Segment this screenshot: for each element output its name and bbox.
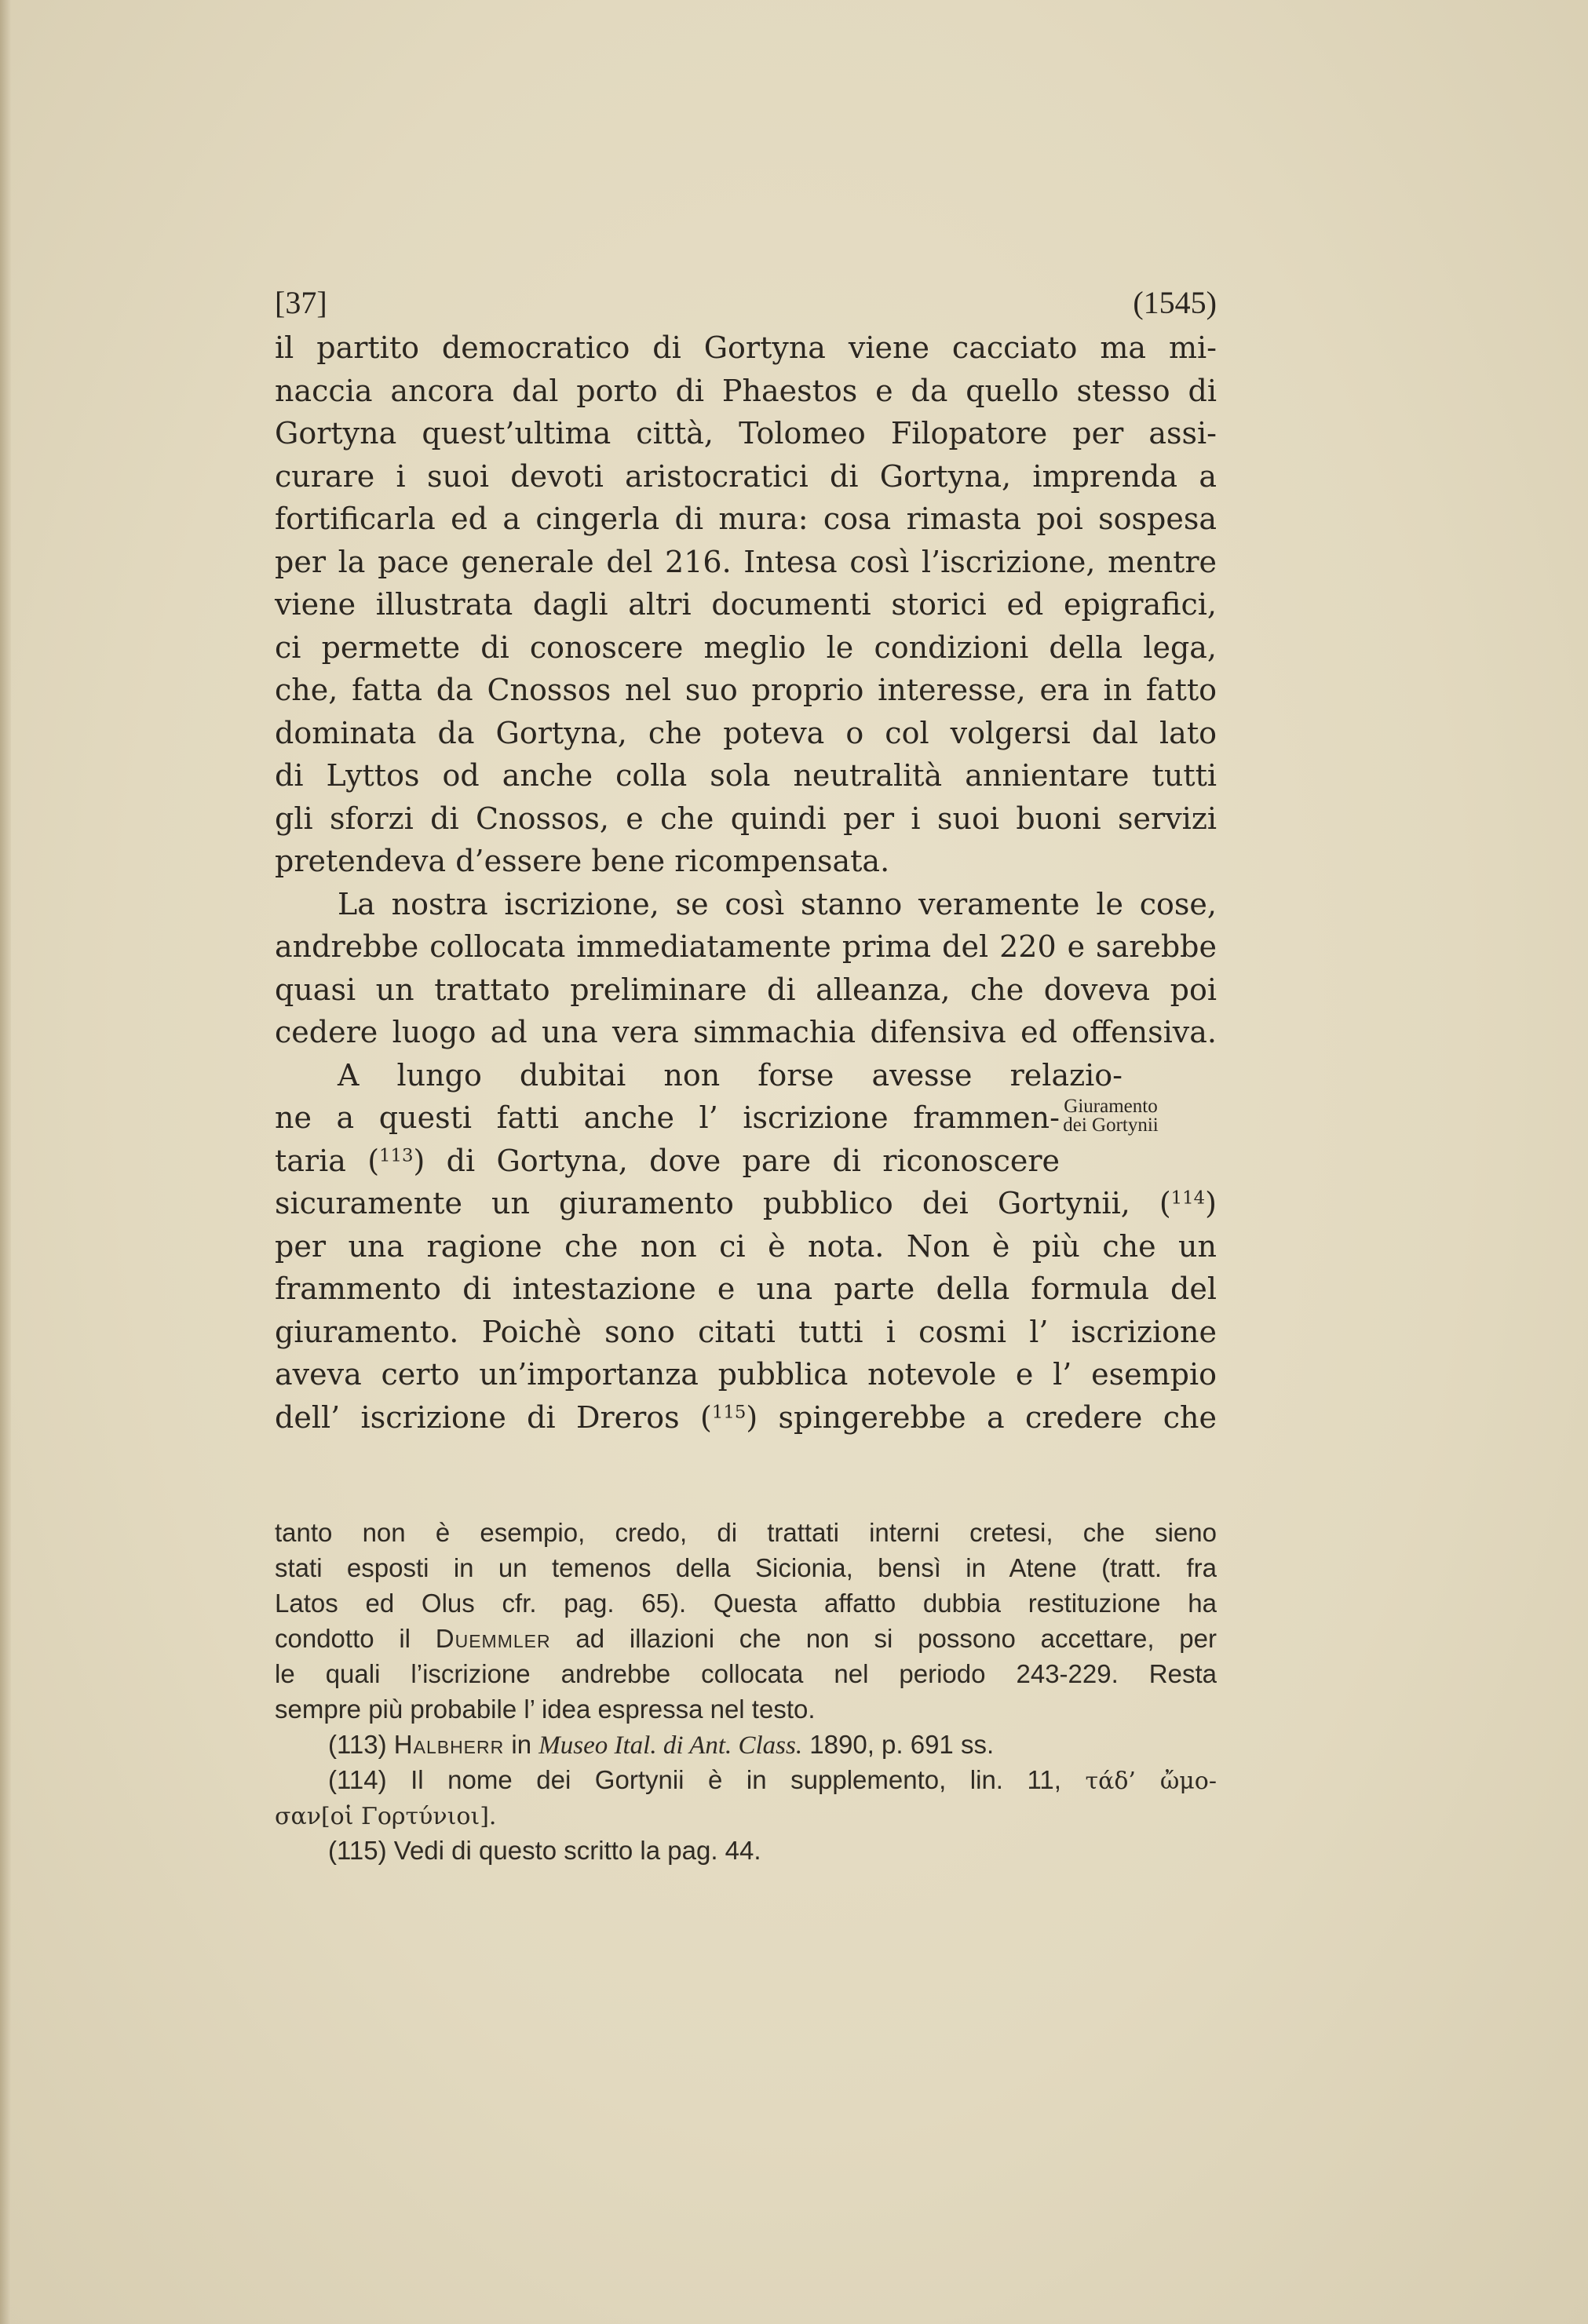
body-line: viene illustrata dagli altri documenti storici ed epigrafici, [275, 587, 1217, 622]
footnote-line [275, 1797, 1217, 1833]
text-run: taria ( [275, 1143, 380, 1178]
body-line: A lungo dubitai non forse avesse relazio- [338, 1057, 1123, 1093]
body-line: ci permette di conoscere meglio le condizioni della lega, [275, 629, 1217, 665]
body-text [275, 327, 1217, 1439]
body-line: di Lyttos od anche colla sola neutralità annientare tutti [275, 758, 1217, 793]
body-line: per una ragione che non ci è nota. Non è più che un [275, 1228, 1217, 1264]
margin-note-line: dei Gortynii [1063, 1115, 1159, 1136]
body-line: che, fatta da Cnossos nel suo proprio interesse, era in fatto [275, 673, 1217, 707]
body-line: La nostra iscrizione, se così stanno veramente le cose, [338, 886, 1217, 921]
running-header [275, 281, 1217, 325]
journal-title: Museo Ital. di Ant. Class. [538, 1731, 803, 1760]
text-run: ) di Gortyna, dove pare di riconoscere [413, 1143, 1060, 1178]
body-line: pretendeva d’essere bene ricompensata. [275, 844, 890, 878]
page-content [275, 281, 1217, 1439]
text-run: 1890, p. 691 ss. [802, 1730, 995, 1759]
body-line: per la pace generale del 216. Intesa così l’iscrizione, mentre [275, 544, 1217, 579]
body-line: Gortyna quest’ultima città, Tolomeo Filopatore per assi- [275, 416, 1217, 451]
footnote-line: sempre più probabile l’ idea espressa nel testo. [275, 1695, 816, 1724]
text-run: (113) [328, 1730, 394, 1759]
footnote-115: (115) Vedi di questo scritto la pag. 44. [328, 1836, 761, 1865]
body-line [275, 1140, 1060, 1183]
footnote-line [275, 1621, 1217, 1656]
greek-text: τάδ’ ὤμο- [1085, 1768, 1217, 1795]
body-line [275, 1182, 1217, 1225]
text-run: condotto il [275, 1624, 436, 1653]
page-number-left: [37] [275, 285, 327, 320]
body-line: aveva certo un’importanza pubblica notevole e l’ esempio [275, 1357, 1217, 1392]
body-line: il partito democratico di Gortyna viene cacciato ma mi- [275, 330, 1217, 365]
footnote-ref-113[interactable]: 113 [379, 1144, 414, 1166]
body-line: cedere luogo ad una vera simmachia difensiva ed offensiva. [275, 1015, 1217, 1049]
body-line: quasi un trattato preliminare di alleanza, che doveva poi [275, 972, 1217, 1007]
footnote-line: stati esposti in un temenos della Sicionia, bensì in Atene (tratt. fra [275, 1553, 1217, 1582]
page-number-right: (1545) [1133, 285, 1217, 320]
footnote-line: Latos ed Olus cfr. pag. 65). Questa affatto dubbia restituzione ha [275, 1589, 1217, 1618]
binding-edge [0, 0, 11, 2324]
margin-note-line: Giuramento [1064, 1096, 1158, 1117]
footnote-ref-115[interactable]: 115 [711, 1401, 747, 1422]
margin-note [1044, 1097, 1177, 1135]
body-line: fortificarla ed a cingerla di mura: cosa rimasta poi sospesa [275, 502, 1217, 536]
body-line: ne a questi fatti anche l’ iscrizione frammen- [275, 1100, 1060, 1135]
footnote-line: le quali l’iscrizione andrebbe collocata nel periodo 243-229. Resta [275, 1659, 1217, 1688]
footnote-113 [275, 1727, 1217, 1762]
author-name: Duemmler [435, 1624, 551, 1653]
body-line: curare i suoi devoti aristocratici di Gortyna, imprenda a [275, 458, 1217, 494]
text-run: ad illazioni che non si possono accettare, per [550, 1624, 1217, 1653]
text-run: sicuramente un giuramento pubblico dei Gortynii, ( [275, 1186, 1171, 1220]
body-line: frammento di intestazione e una parte della formula del [275, 1271, 1217, 1306]
footnote-114 [275, 1762, 1217, 1797]
body-line: giuramento. Poichè sono citati tutti i cosmi l’ iscrizione [275, 1314, 1217, 1349]
text-run: dell’ iscrizione di Dreros ( [275, 1399, 712, 1435]
text-run: in [504, 1730, 539, 1759]
text-run: ) [1205, 1186, 1217, 1220]
author-name: Halbherr [393, 1730, 505, 1759]
text-run: ) spingerebbe a credere che [746, 1399, 1217, 1435]
footnote-line: tanto non è esempio, credo, di trattati interni cretesi, che sieno [275, 1518, 1217, 1547]
text-run: (114) Il nome dei Gortynii è in supplemento, lin. 11, [328, 1765, 1086, 1794]
footnote-ref-114[interactable]: 114 [1170, 1188, 1206, 1209]
body-line: dominata da Gortyna, che poteva o col volgersi dal lato [275, 715, 1217, 750]
body-line [275, 1396, 1217, 1439]
footnotes [275, 1515, 1217, 1868]
body-line: andrebbe collocata immediatamente prima del 220 e sarebbe [275, 929, 1217, 964]
greek-text: σαν[οἱ Γορτύνιοι]. [275, 1803, 497, 1830]
body-line: gli sforzi di Cnossos, e che quindi per i suoi buoni servizi [275, 801, 1217, 836]
body-line: naccia ancora dal porto di Phaestos e da quello stesso di [275, 373, 1217, 408]
